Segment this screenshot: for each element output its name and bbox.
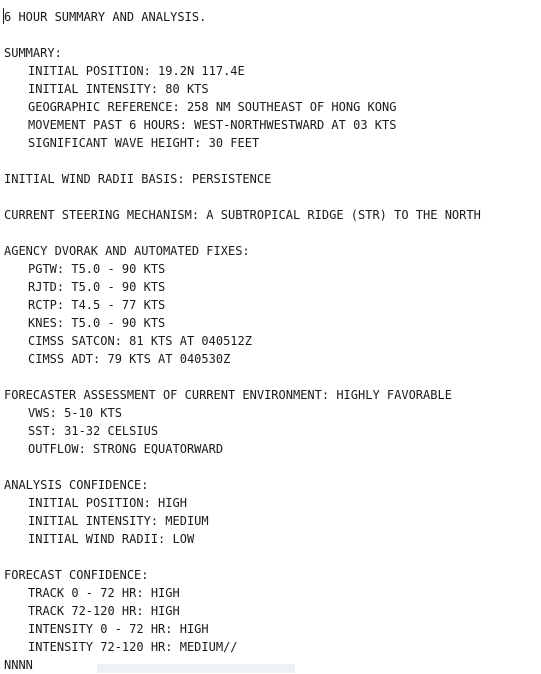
document-line: ANALYSIS CONFIDENCE: xyxy=(4,478,149,492)
blank-line xyxy=(4,26,481,44)
document-line: MOVEMENT PAST 6 HOURS: WEST-NORTHWESTWARD AT 03 KTS xyxy=(28,118,397,132)
bottom-strip xyxy=(97,664,295,673)
document-line: SUMMARY: xyxy=(4,46,62,60)
document-line: CIMSS SATCON: 81 KTS AT 040512Z xyxy=(28,334,252,348)
document-line: NNNN xyxy=(4,658,33,672)
document-line: INITIAL INTENSITY: 80 KTS xyxy=(28,82,209,96)
text-document[interactable] xyxy=(4,8,481,674)
document-line: CURRENT STEERING MECHANISM: A SUBTROPICAL RIDGE (STR) TO THE NORTH xyxy=(4,208,481,222)
document-line: SST: 31-32 CELSIUS xyxy=(28,424,159,438)
document-line: PGTW: T5.0 - 90 KTS xyxy=(28,262,166,276)
document-line: CIMSS ADT: 79 KTS AT 040530Z xyxy=(28,352,231,366)
document-line: INTENSITY 72-120 HR: MEDIUM// xyxy=(28,640,238,654)
document-line: OUTFLOW: STRONG EQUATORWARD xyxy=(28,442,224,456)
document-line: INITIAL INTENSITY: MEDIUM xyxy=(28,514,209,528)
blank-line xyxy=(4,152,481,170)
document-line: KNES: T5.0 - 90 KTS xyxy=(28,316,166,330)
document-line: AGENCY DVORAK AND AUTOMATED FIXES: xyxy=(4,244,250,258)
document-line: TRACK 72-120 HR: HIGH xyxy=(28,604,180,618)
document-line: FORECAST CONFIDENCE: xyxy=(4,568,149,582)
blank-line xyxy=(4,548,481,566)
document-line: SIGNIFICANT WAVE HEIGHT: 30 FEET xyxy=(28,136,260,150)
blank-line xyxy=(4,188,481,206)
document-line: INITIAL POSITION: 19.2N 117.4E xyxy=(28,64,245,78)
document-line: INITIAL POSITION: HIGH xyxy=(28,496,187,510)
document-line: TRACK 0 - 72 HR: HIGH xyxy=(28,586,180,600)
document-line: VWS: 5-10 KTS xyxy=(28,406,122,420)
document-line: GEOGRAPHIC REFERENCE: 258 NM SOUTHEAST OF HONG KONG xyxy=(28,100,397,114)
blank-line xyxy=(4,224,481,242)
blank-line xyxy=(4,368,481,386)
document-line: RCTP: T4.5 - 77 KTS xyxy=(28,298,166,312)
document-line: 6 HOUR SUMMARY AND ANALYSIS. xyxy=(4,10,207,24)
document-line: RJTD: T5.0 - 90 KTS xyxy=(28,280,166,294)
document-line: FORECASTER ASSESSMENT OF CURRENT ENVIRONMENT: HIGHLY FAVORABLE xyxy=(4,388,452,402)
document-line: INITIAL WIND RADII: LOW xyxy=(28,532,195,546)
document-line: INTENSITY 0 - 72 HR: HIGH xyxy=(28,622,209,636)
blank-line xyxy=(4,458,481,476)
document-line: INITIAL WIND RADII BASIS: PERSISTENCE xyxy=(4,172,272,186)
text-cursor xyxy=(3,8,4,24)
